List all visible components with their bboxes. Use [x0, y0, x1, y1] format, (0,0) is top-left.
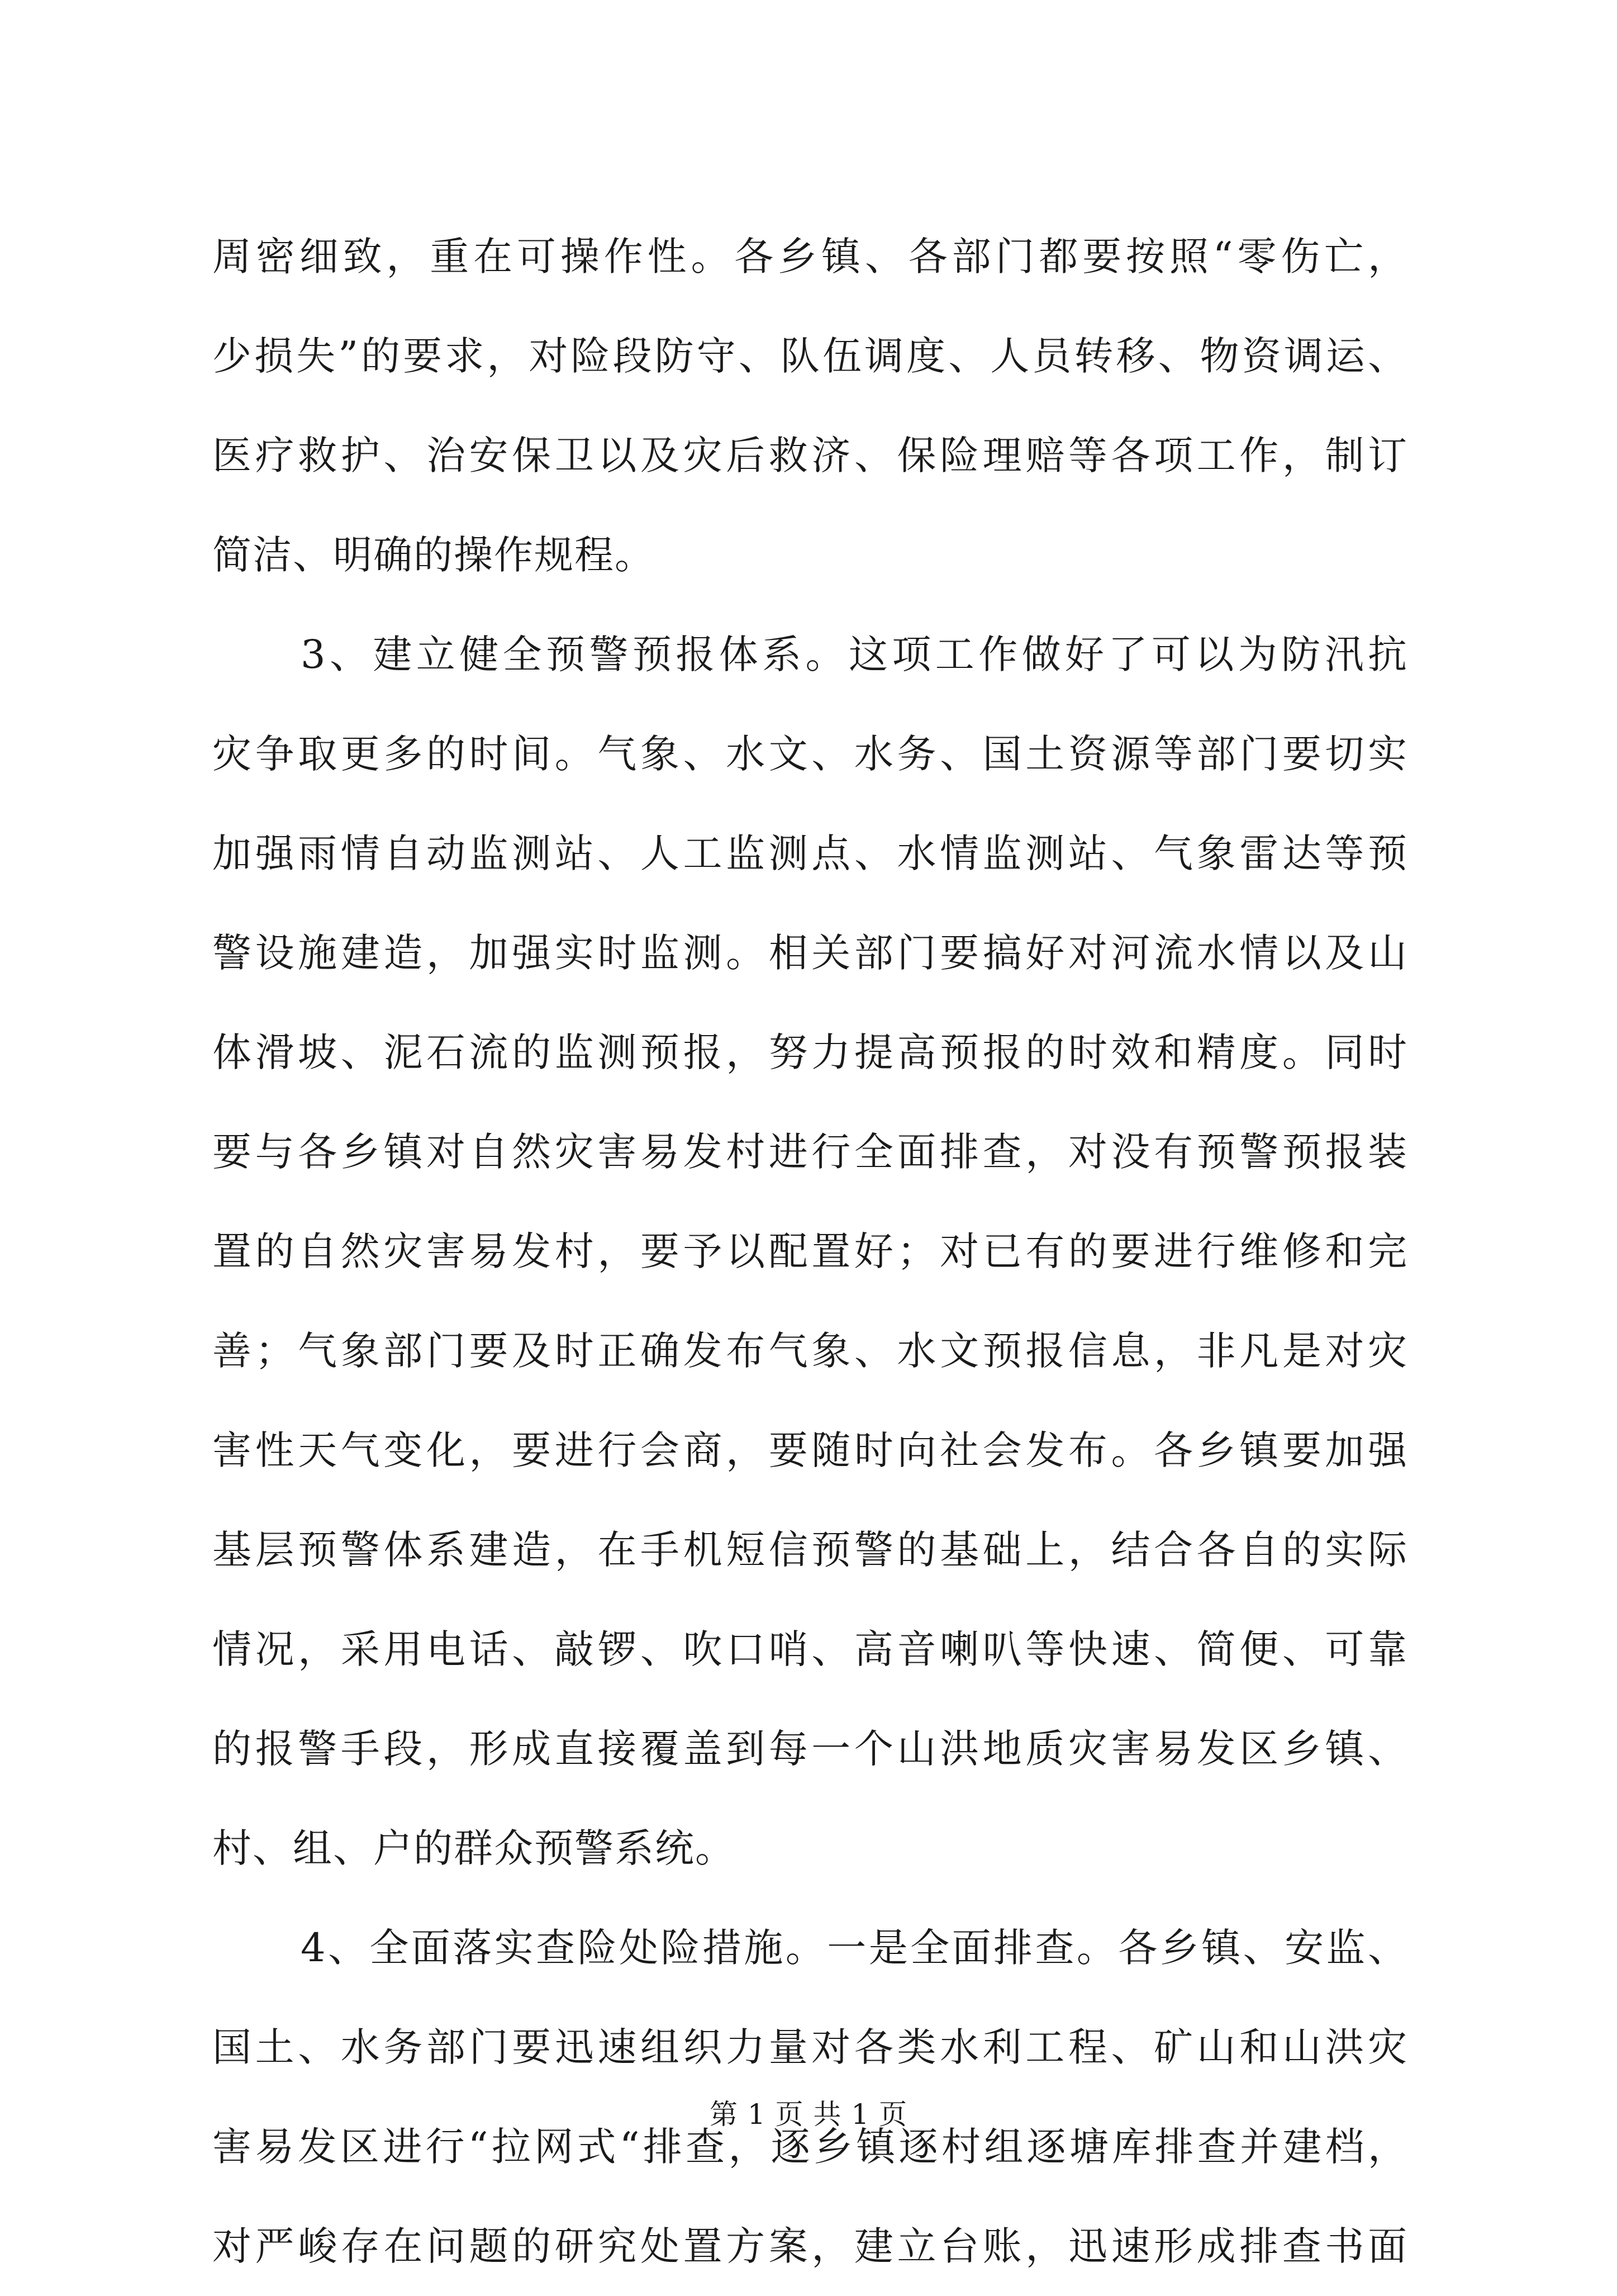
text-line: 医疗救护、治安保卫以及灾后救济、保险理赔等各项工作，制订 — [212, 433, 1408, 478]
paragraph-heading-line: 4、全面落实查险处险措施。一是全面排查。各乡镇、安监、 — [301, 1925, 1408, 1971]
text-line: 的报警手段，形成直接覆盖到每一个山洪地质灾害易发区乡镇、 — [212, 1726, 1408, 1772]
text-line: 加强雨情自动监测站、人工监测点、水情监测站、气象雷达等预 — [212, 831, 1408, 876]
text-line: 周密细致，重在可操作性。各乡镇、各部门都要按照“零伤亡， — [212, 234, 1408, 279]
text-line: 对严峻存在问题的研究处置方案，建立台账，迅速形成排查书面 — [212, 2223, 1408, 2269]
text-line: 少损失”的要求，对险段防守、队伍调度、人员转移、物资调运、 — [212, 333, 1408, 379]
text-line: 村、组、户的群众预警系统。 — [212, 1825, 735, 1871]
document-body — [212, 207, 1408, 2296]
text-line: 害易发区进行“拉网式“排查，逐乡镇逐村组逐塘库排查并建档， — [212, 2124, 1408, 2170]
text-line: 国土、水务部门要迅速组织力量对各类水利工程、矿山和山洪灾 — [212, 2024, 1408, 2070]
text-line: 置的自然灾害易发村，要予以配置好；对已有的要进行维修和完 — [212, 1228, 1408, 1274]
paragraph-heading-line: 3、建立健全预警预报体系。这项工作做好了可以为防汛抗 — [301, 632, 1408, 677]
text-line: 警设施建造，加强实时监测。相关部门要搞好对河流水情以及山 — [212, 930, 1408, 976]
text-line: 灾争取更多的时间。气象、水文、水务、国土资源等部门要切实 — [212, 731, 1408, 777]
text-line: 善；气象部门要及时正确发布气象、水文预报信息，非凡是对灾 — [212, 1328, 1408, 1374]
text-line: 害性天气变化，要进行会商，要随时向社会发布。各乡镇要加强 — [212, 1427, 1408, 1473]
text-line: 简洁、明确的操作规程。 — [212, 532, 655, 578]
text-line: 基层预警体系建造，在手机短信预警的基础上，结合各自的实际 — [212, 1527, 1408, 1573]
text-line: 要与各乡镇对自然灾害易发村进行全面排查，对没有预警预报装 — [212, 1129, 1408, 1175]
page-number-footer: 第 1 页 共 1 页 — [709, 2098, 908, 2131]
text-line: 情况，采用电话、敲锣、吹口哨、高音喇叭等快速、简便、可靠 — [212, 1626, 1408, 1672]
text-line: 体滑坡、泥石流的监测预报，努力提高预报的时效和精度。同时 — [212, 1030, 1408, 1075]
